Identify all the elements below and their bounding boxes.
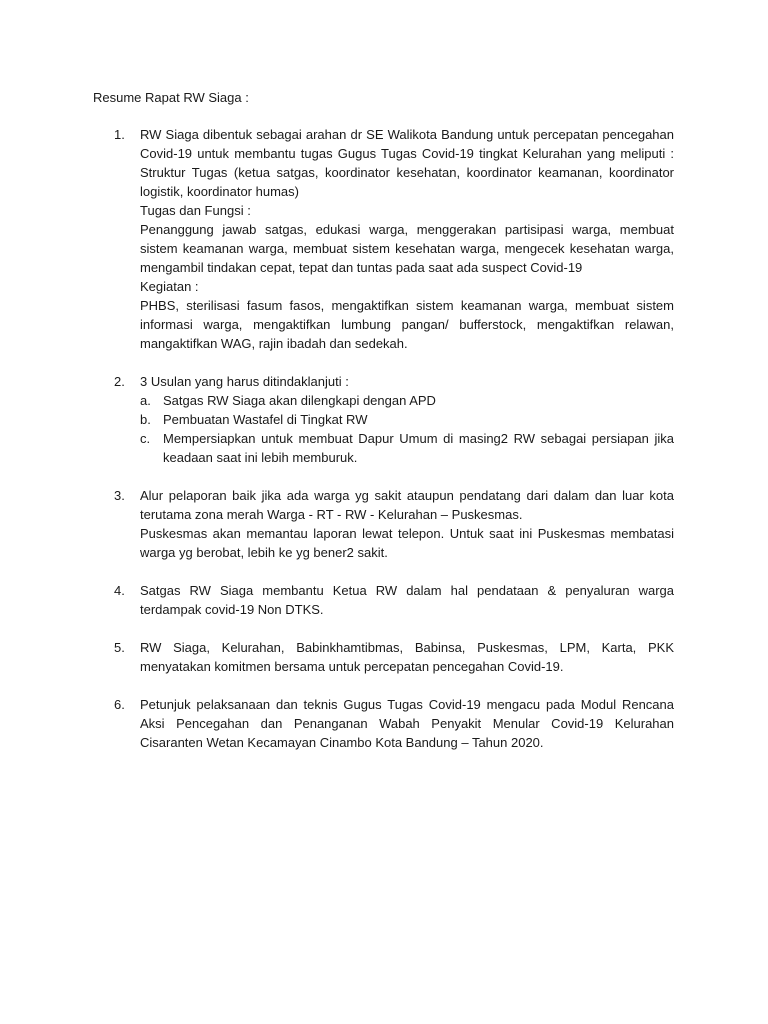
item-number: 2. xyxy=(114,374,125,389)
list-item xyxy=(114,486,674,562)
item-number: 4. xyxy=(114,583,125,598)
sub-list-item xyxy=(140,391,674,410)
item-paragraph: Satgas RW Siaga membantu Ketua RW dalam hal pendataan & penyaluran warga terdampak covid-19 Non DTKS. xyxy=(140,583,674,617)
sub-list-item xyxy=(140,410,674,429)
list-item xyxy=(114,638,674,676)
sub-item-letter: a. xyxy=(140,393,151,408)
list-item xyxy=(114,125,674,353)
sub-list-item xyxy=(140,429,674,467)
item-paragraph: Penanggung jawab satgas, edukasi warga, menggerakan partisipasi warga, membuat sistem keamanan warga, membuat sistem kesehatan warga, mengecek kesehatan warga, mengambil tindakan cepat, tepat dan tuntas pada saat ada suspect Covid-19 xyxy=(140,222,674,275)
sub-item-letter: c. xyxy=(140,431,151,446)
item-number: 5. xyxy=(114,640,125,655)
item-number: 6. xyxy=(114,697,125,712)
item-paragraph: 3 Usulan yang harus ditindaklanjuti : xyxy=(140,374,349,389)
item-subheading: Tugas dan Fungsi : xyxy=(140,203,251,218)
sub-item-text: Satgas RW Siaga akan dilengkapi dengan APD xyxy=(163,393,436,408)
item-number: 1. xyxy=(114,127,125,142)
item-paragraph: Puskesmas akan memantau laporan lewat telepon. Untuk saat ini Puskesmas membatasi warga yg berobat, lebih ke yg bener2 sakit. xyxy=(140,526,674,560)
list-item xyxy=(114,581,674,619)
item-paragraph: RW Siaga, Kelurahan, Babinkhamtibmas, Babinsa, Puskesmas, LPM, Karta, PKK menyatakan komitmen bersama untuk percepatan pencegahan Covid-19. xyxy=(140,640,674,674)
item-number: 3. xyxy=(114,488,125,503)
item-paragraph: PHBS, sterilisasi fasum fasos, mengaktifkan sistem keamanan warga, membuat sistem informasi warga, mengaktifkan lumbung pangan/ bufferstock, mengaktifkan relawan, mangaktifkan WAG, rajin ibadah dan sedekah. xyxy=(140,298,674,351)
item-paragraph: Petunjuk pelaksanaan dan teknis Gugus Tugas Covid-19 mengacu pada Modul Rencana Aksi Pencegahan dan Penanganan Wabah Penyakit Menular Covid-19 Kelurahan Cisaranten Wetan Kecamayan Cinambo Kota Bandung – Tahun 2020. xyxy=(140,697,674,750)
item-paragraph: RW Siaga dibentuk sebagai arahan dr SE Walikota Bandung untuk percepatan pencegahan Covid-19 untuk membantu tugas Gugus Tugas Covid-19 tingkat Kelurahan yang meliputi : Struktur Tugas (ketua satgas, koordinator kesehatan, koordinator keamanan, koordinator logistik, koordinator humas) xyxy=(140,127,674,199)
list-item xyxy=(114,372,674,467)
sub-item-text: Mempersiapkan untuk membuat Dapur Umum di masing2 RW sebagai persiapan jika keadaan saat ini lebih memburuk. xyxy=(163,431,674,465)
sub-item-letter: b. xyxy=(140,412,151,427)
item-subheading: Kegiatan : xyxy=(140,279,199,294)
sub-item-text: Pembuatan Wastafel di Tingkat RW xyxy=(163,412,368,427)
numbered-list xyxy=(0,125,768,771)
item-paragraph: Alur pelaporan baik jika ada warga yg sakit ataupun pendatang dari dalam dan luar kota terutama zona merah Warga - RT - RW - Kelurahan – Puskesmas. xyxy=(140,488,674,522)
document-title: Resume Rapat RW Siaga : xyxy=(93,90,249,105)
list-item xyxy=(114,695,674,752)
